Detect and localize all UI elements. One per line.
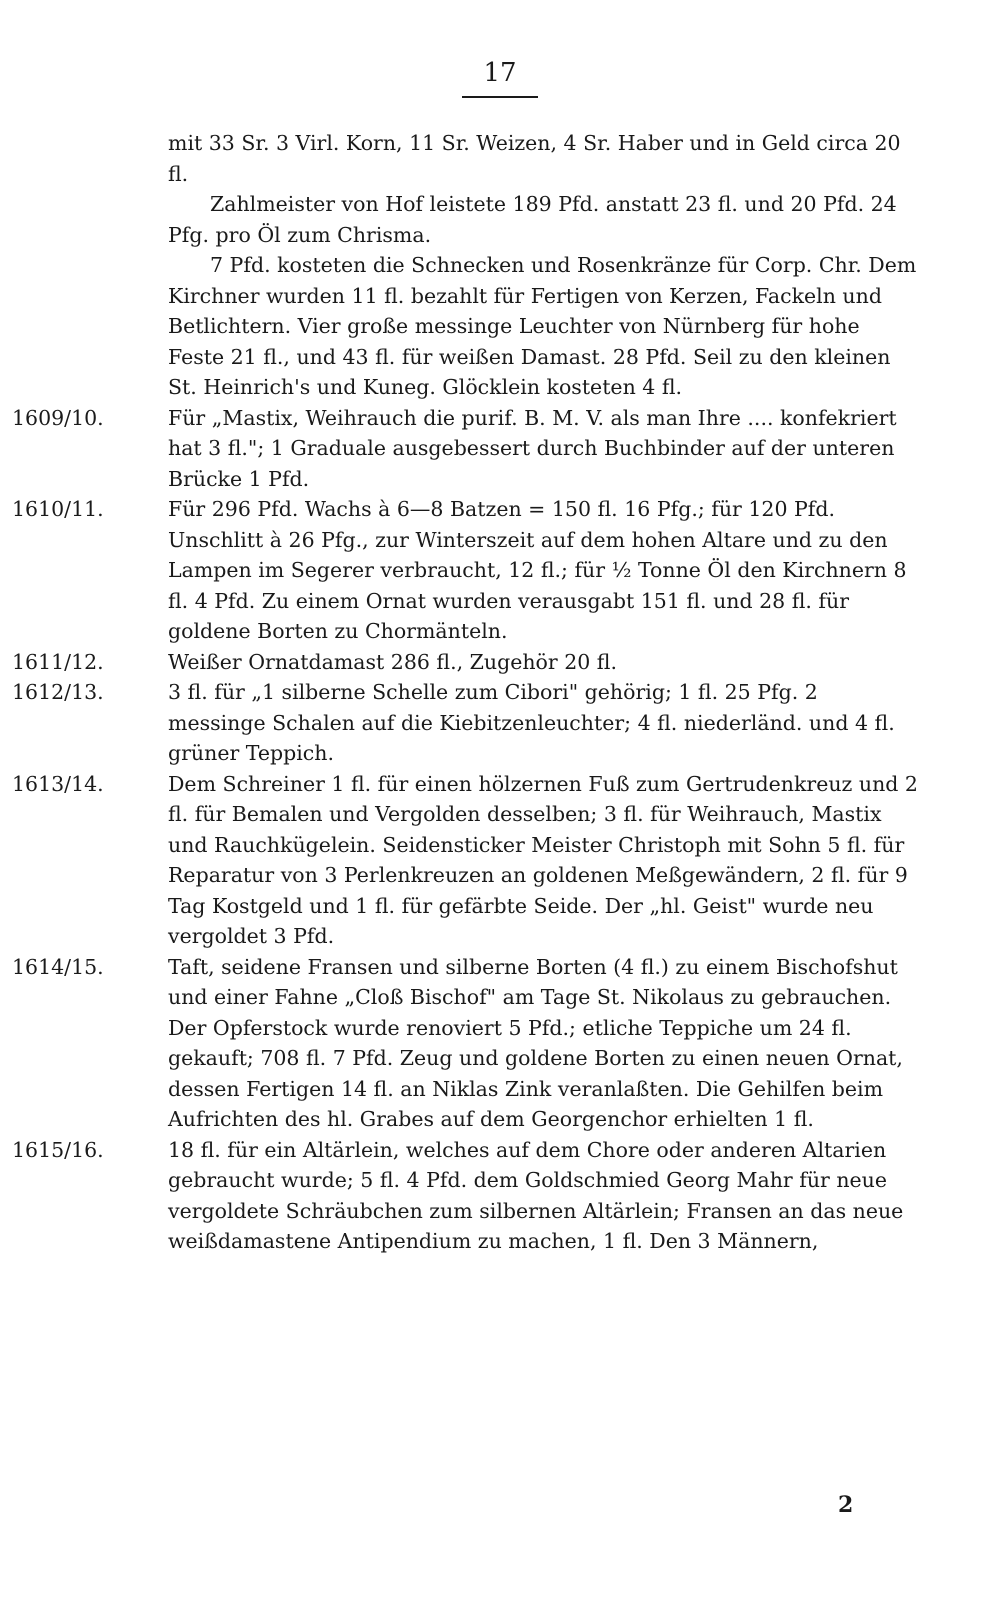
entry-1610 bbox=[12, 494, 920, 647]
entry-year: 1613/14. bbox=[12, 771, 104, 796]
entry-1613 bbox=[12, 769, 920, 952]
entry-1609 bbox=[12, 403, 920, 495]
paragraph-text: 7 Pfd. kosteten die Schnecken und Rosenkränze für Corp. Chr. Dem Kirchner wurden 11 fl. bezahlt für Fertigen von Kerzen, Fackeln und Betlichtern. Vier große messinge Leuchter von Nürnberg für hohe Feste 21 fl., und 43 fl. für weißen Damast. 28 Pfd. Seil zu den kleinen St. Heinrich's und Kuneg. Glöcklein kosteten 4 fl. bbox=[168, 253, 917, 399]
paragraph-text: Zahlmeister von Hof leistete 189 Pfd. anstatt 23 fl. und 20 Pfd. 24 Pfg. pro Öl zum Chrisma. bbox=[168, 192, 897, 247]
entry-text: 3 fl. für „1 silberne Schelle zum Cibori" gehörig; 1 fl. 25 Pfg. 2 messinge Schalen auf die Kiebitzenleuchter; 4 fl. niederländ. und 4 fl. grüner Teppich. bbox=[168, 680, 895, 765]
entry-text: Weißer Ornatdamast 286 fl., Zugehör 20 fl. bbox=[168, 649, 617, 674]
entry-year: 1609/10. bbox=[12, 405, 104, 430]
entry-year: 1610/11. bbox=[12, 497, 104, 521]
entry-text: Taft, seidene Fransen und silberne Borten (4 fl.) zu einem Bischofshut und einer Fahne „Cloß Bischof" am Tage St. Nikolaus zu gebrauchen. Der Opferstock wurde renoviert 5 Pfd.; etliche Teppiche um 24 fl. gekauft; 708 fl. 7 Pfd. Zeug und goldene Borten zu einen neuen Ornat, dessen Fertigen 14 fl. an Niklas Zink veranlaßten. Die Gehilfen beim Aufrichten des hl. Grabes auf dem Georgenchor erhielten 1 fl. bbox=[168, 954, 903, 1131]
entry-year: 1615/16. bbox=[12, 1137, 104, 1162]
entry-text: Dem Schreiner 1 fl. für einen hölzernen Fuß zum Gertrudenkreuz und 2 fl. für Bemalen und Vergolden desselben; 3 fl. für Weihrauch, Mastix und Rauchkügelein. Seidensticker Meister Christoph mit Sohn 5 fl. für Reparatur von 3 Perlenkreuzen an goldenen Meßgewändern, 2 fl. für 9 Tag Kostgeld und 1 fl. für gefärbte Seide. Der „hl. Geist" wurde neu vergoldet 3 Pfd. bbox=[168, 771, 918, 948]
entry-1615 bbox=[12, 1135, 920, 1257]
body-text bbox=[12, 128, 920, 1257]
signature-mark: 2 bbox=[838, 1492, 854, 1518]
paragraph-continuation bbox=[90, 128, 920, 189]
entry-text: 18 fl. für ein Altärlein, welches auf dem Chore oder anderen Altarien gebraucht wurde; 5 fl. 4 Pfd. dem Goldschmied Georg Mahr für neue vergoldete Schräubchen zum silbernen Altärlein; Fransen an das neue weißdamastene Antipendium zu machen, 1 fl. Den 3 Männern, bbox=[168, 1137, 904, 1253]
entry-year: 1614/15. bbox=[12, 954, 104, 979]
entry-year: 1612/13. bbox=[12, 680, 104, 704]
page-number: 17 bbox=[483, 58, 517, 88]
entry-1614 bbox=[12, 952, 920, 1135]
paragraph-zahlmeister bbox=[90, 189, 920, 250]
entry-text: Für 296 Pfd. Wachs à 6—8 Batzen = 150 fl. 16 Pfg.; für 120 Pfd. Unschlitt à 26 Pfg., zur Winterszeit auf dem hohen Altare und zu den Lampen im Segerer verbraucht, 12 fl.; für ½ Tonne Öl den Kirchnern 8 fl. 4 Pfd. Zu einem Ornat wurden verausgabt 151 fl. und 28 fl. für goldene Borten zu Chormänteln. bbox=[168, 497, 907, 643]
paragraph-text: mit 33 Sr. 3 Virl. Korn, 11 Sr. Weizen, 4 Sr. Haber und in Geld circa 20 fl. bbox=[168, 131, 901, 186]
entry-1611 bbox=[12, 647, 920, 678]
entry-1612 bbox=[12, 677, 920, 769]
page-number-rule bbox=[462, 96, 538, 98]
paragraph-schnecken bbox=[90, 250, 920, 403]
entry-year: 1611/12. bbox=[12, 649, 104, 674]
entry-text: Für „Mastix, Weihrauch die purif. B. M. V. als man Ihre .... konfekriert hat 3 fl."; 1 Graduale ausgebessert durch Buchbinder auf der unteren Brücke 1 Pfd. bbox=[168, 405, 897, 491]
